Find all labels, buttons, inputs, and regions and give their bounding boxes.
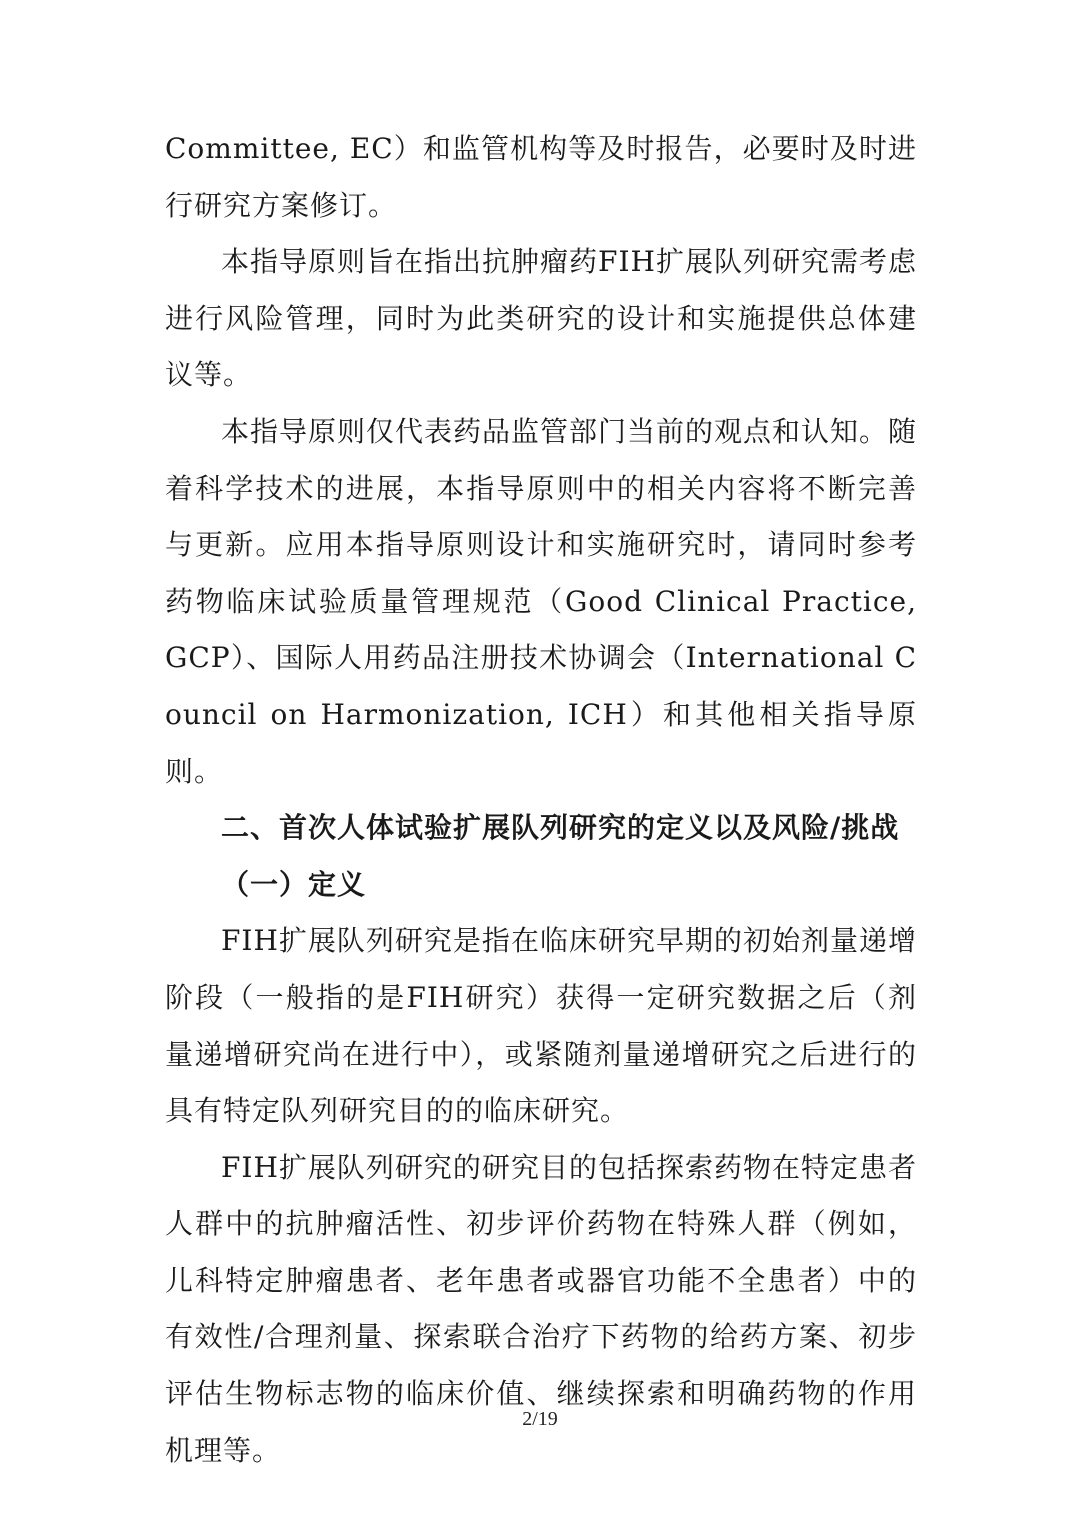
paragraph-objectives: FIH扩展队列研究的研究目的包括探索药物在特定患者人群中的抗肿瘤活性、初步评价药物在特殊人群（例如，儿科特定肿瘤患者、老年患者或器官功能不全患者）中的有效性/合理剂量、探索联合治疗下药物的给药方案、初步评估生物标志物的临床价值、继续探索和明确药物的作用机理等。 xyxy=(165,1150,917,1467)
paragraph-definition: FIH扩展队列研究是指在临床研究早期的初始剂量递增阶段（一般指的是FIH研究）获得一定研究数据之后（剂量递增研究尚在进行中），或紧随剂量递增研究之后进行的具有特定队列研究目的的临床研究。 xyxy=(165,924,917,1128)
paragraph-continuation: Committee, EC）和监管机构等及时报告，必要时及时进行研究方案修订。 xyxy=(165,132,917,222)
section-heading: 二、首次人体试验扩展队列研究的定义以及风险/挑战 xyxy=(221,811,900,845)
paragraph-purpose: 本指导原则旨在指出抗肿瘤药FIH扩展队列研究需考虑进行风险管理，同时为此类研究的设计和实施提供总体建议等。 xyxy=(165,245,917,392)
subsection-heading: （一）定义 xyxy=(221,867,367,901)
body-text xyxy=(165,121,917,1479)
page-number: 2/19 xyxy=(522,1408,558,1430)
paragraph-scope: 本指导原则仅代表药品监管部门当前的观点和认知。随着科学技术的进展，本指导原则中的相关内容将不断完善与更新。应用本指导原则设计和实施研究时，请同时参考药物临床试验质量管理规范（Good Clinical Practice, GCP）、国际人用药品注册技术协调会（International Council on Harmonization, ICH）和其他相关指导原则。 xyxy=(165,414,918,788)
